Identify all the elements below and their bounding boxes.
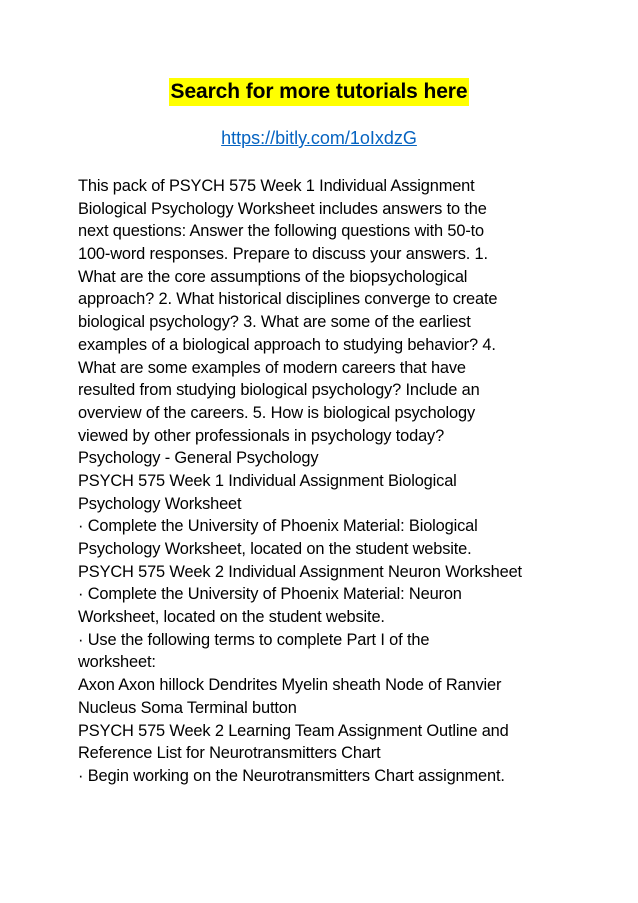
body-line: Reference List for Neurotransmitters Chart (78, 744, 381, 763)
body-line: What are the core assumptions of the biopsychological (78, 267, 468, 286)
body-line: examples of a biological approach to studying behavior? 4. (78, 335, 496, 354)
document-body (78, 175, 568, 788)
tutorials-banner[interactable]: Search for more tutorials here (169, 78, 470, 106)
body-line: resulted from studying biological psychology? Include an (78, 381, 480, 400)
body-line: PSYCH 575 Week 1 Individual Assignment Biological (78, 471, 457, 490)
body-line: PSYCH 575 Week 2 Individual Assignment Neuron Worksheet (78, 562, 522, 581)
body-line: viewed by other professionals in psychology today? (78, 426, 445, 445)
body-line: Axon Axon hillock Dendrites Myelin sheath Node of Ranvier (78, 676, 502, 695)
body-line: · Complete the University of Phoenix Material: Biological (78, 517, 478, 536)
body-line: PSYCH 575 Week 2 Learning Team Assignment Outline and (78, 721, 509, 740)
body-line: · Complete the University of Phoenix Material: Neuron (78, 585, 462, 604)
body-line: · Use the following terms to complete Part I of the (78, 630, 430, 649)
body-line: Nucleus Soma Terminal button (78, 698, 297, 717)
body-line: Psychology Worksheet, located on the student website. (78, 540, 472, 558)
tutorials-link[interactable]: https://bitly.com/1oIxdzG (221, 128, 417, 148)
body-line: Biological Psychology Worksheet includes answers to the (78, 199, 487, 218)
body-line: Psychology Worksheet (78, 494, 242, 513)
body-line: This pack of PSYCH 575 Week 1 Individual Assignment (78, 177, 475, 195)
body-line: next questions: Answer the following questions with 50-to (78, 222, 485, 241)
body-line: What are some examples of modern careers that have (78, 358, 466, 377)
body-line: biological psychology? 3. What are some of the earliest (78, 313, 471, 332)
header (0, 78, 638, 106)
body-line: overview of the careers. 5. How is biological psychology (78, 403, 476, 422)
body-line: 100-word responses. Prepare to discuss your answers. 1. (78, 245, 488, 264)
body-line: Worksheet, located on the student website. (78, 608, 385, 627)
body-line: Psychology - General Psychology (78, 449, 319, 468)
body-line: worksheet: (78, 653, 156, 672)
body-line: · Begin working on the Neurotransmitters Chart assignment. (78, 766, 505, 785)
body-line: approach? 2. What historical disciplines converge to create (78, 290, 498, 309)
